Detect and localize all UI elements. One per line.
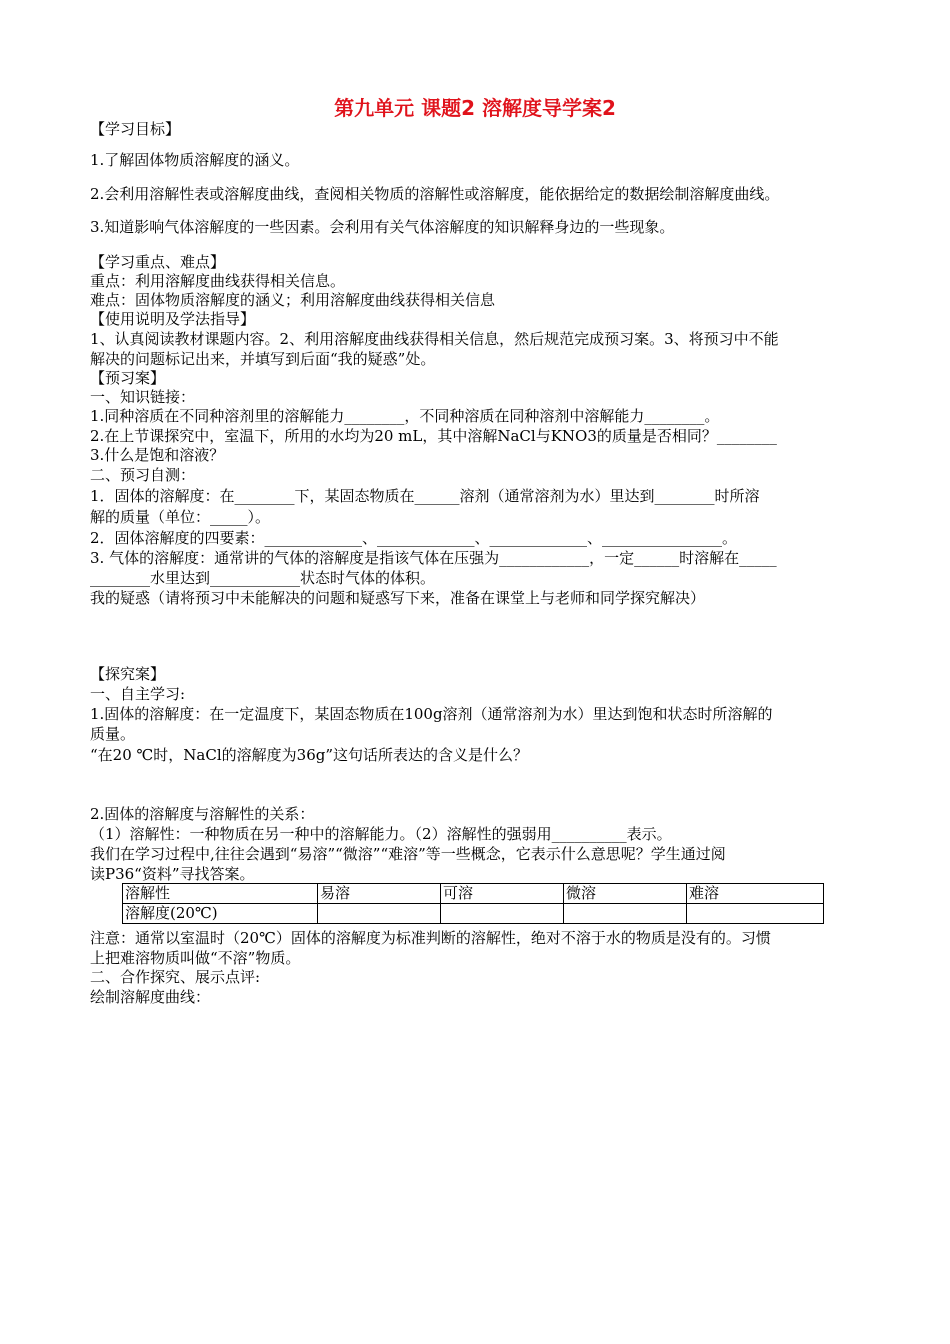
concept-paragraph-line-2: 读P36“资料”寻找答案。 [90, 865, 255, 883]
definition-line-2: 质量。 [90, 725, 136, 743]
section-heading-explore: 【探究案】 [90, 665, 166, 683]
table-row [123, 884, 824, 904]
self-test-1-line-2: 解的质量（单位：_____）。 [90, 508, 271, 526]
concept-paragraph-line-1: 我们在学习过程中,往往会遇到“易溶”“微溶”“难溶”等一些概念，它表示什么意思呢？学生通过阅 [90, 845, 726, 863]
subheading-self-study: 一、自主学习: [90, 685, 186, 703]
subheading-self-test: 二、预习自测： [90, 466, 196, 484]
document-title: 第九单元 课题2 溶解度导学案2 [334, 96, 616, 120]
difficult-point: 难点：固体物质溶解度的涵义；利用溶解度曲线获得相关信息 [90, 291, 496, 309]
instructions-line-1: 1、认真阅读教材课题内容。2、利用溶解度曲线获得相关信息，然后规范完成预习案。3、将预习中不能 [90, 330, 779, 348]
table-cell: 溶解性 [123, 884, 318, 904]
section-heading-preview: 【预习案】 [90, 369, 166, 387]
question-1: 1.同种溶质在不同种溶剂里的溶解能力________，不同种溶质在同种溶剂中溶解能力________。 [90, 407, 720, 425]
solubility-definition: （1）溶解性：一种物质在另一种中的溶解能力。（2）溶解性的强弱用__________表示。 [90, 825, 672, 843]
table-cell: 难溶 [687, 884, 824, 904]
subheading-cooperative: 二、合作探究、展示点评: [90, 968, 261, 986]
subheading-knowledge-link: 一、知识链接： [90, 388, 196, 406]
section-heading-goals: 【学习目标】 [90, 120, 181, 138]
draw-curve-prompt: 绘制溶解度曲线： [90, 988, 211, 1006]
meaning-question: “在20 ℃时，NaCl的溶解度为36g”这句话所表达的含义是什么？ [90, 746, 529, 764]
table-cell: 可溶 [441, 884, 564, 904]
table-cell: 微溶 [564, 884, 687, 904]
table-cell: 易溶 [318, 884, 441, 904]
table-cell [687, 904, 824, 924]
table-cell [441, 904, 564, 924]
table-cell [318, 904, 441, 924]
self-test-1-line-1: 1．固体的溶解度：在________下，某固态物质在______溶剂（通常溶剂为水）里达到________时所溶 [90, 487, 760, 505]
goal-3: 3.知道影响气体溶解度的一些因素。会利用有关气体溶解度的知识解释身边的一些现象。 [90, 218, 675, 236]
question-3: 3.什么是饱和溶液？ [90, 446, 225, 464]
relation-heading: 2.固体的溶解度与溶解性的关系： [90, 805, 315, 823]
solubility-table [122, 883, 824, 924]
question-2: 2.在上节课探究中，室温下，所用的水均为20 mL，其中溶解NaCl与KNO3的质量是否相同？________ [90, 427, 777, 445]
table-cell: 溶解度(20℃) [123, 904, 318, 924]
definition-line-1: 1.固体的溶解度：在一定温度下，某固态物质在100g溶剂（通常溶剂为水）里达到饱和状态时所溶解的 [90, 705, 773, 723]
note-line-1: 注意：通常以室温时（20℃）固体的溶解度为标准判断的溶解性，绝对不溶于水的物质是没有的。习惯 [90, 929, 771, 947]
table-row [123, 904, 824, 924]
note-line-2: 上把难溶物质叫做“不溶”物质。 [90, 949, 301, 967]
instructions-line-2: 解决的问题标记出来，并填写到后面“我的疑惑”处。 [90, 350, 436, 368]
goal-2: 2.会利用溶解性表或溶解度曲线，查阅相关物质的溶解性或溶解度，能依据给定的数据绘制溶解度曲线。 [90, 185, 780, 203]
section-heading-instructions: 【使用说明及学法指导】 [90, 310, 256, 328]
table-cell [564, 904, 687, 924]
key-point: 重点：利用溶解度曲线获得相关信息。 [90, 272, 346, 290]
section-heading-key-points: 【学习重点、难点】 [90, 253, 226, 271]
my-questions: 我的疑惑（请将预习中未能解决的问题和疑惑写下来，准备在课堂上与老师和同学探究解决） [90, 589, 706, 607]
self-test-3-line-1: 3. 气体的溶解度：通常讲的气体的溶解度是指该气体在压强为____________，一定______时溶解在_____ [90, 549, 777, 567]
self-test-2: 2．固体溶解度的四要素：_____________、_____________、_____________、________________。 [90, 529, 738, 547]
goal-1: 1.了解固体物质溶解度的涵义。 [90, 151, 300, 169]
self-test-3-line-2: ________水里达到____________状态时气体的体积。 [90, 569, 436, 587]
